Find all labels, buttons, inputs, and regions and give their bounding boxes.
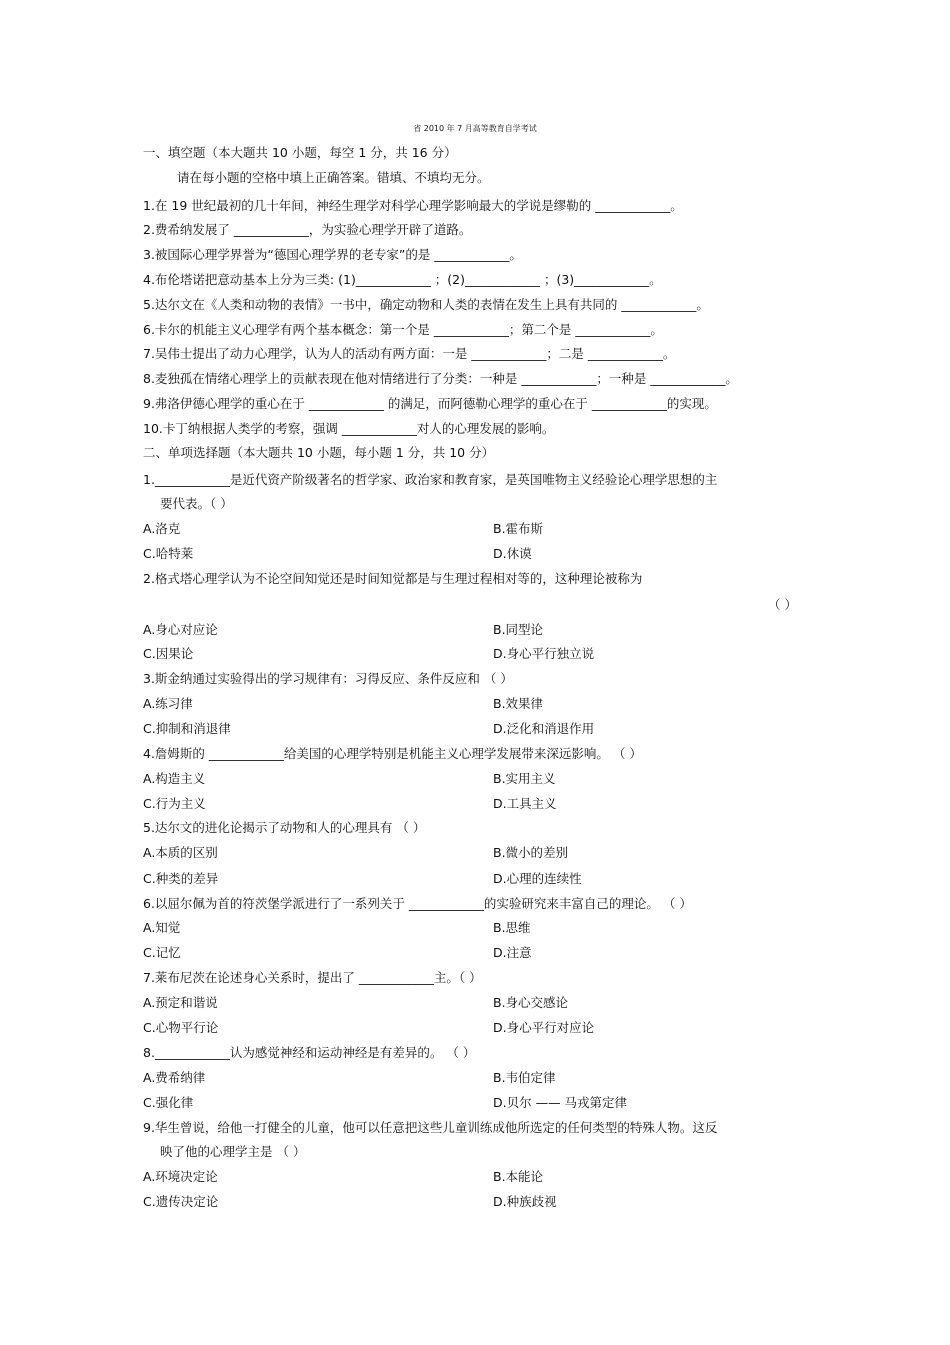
- fill-question-1: 1.在 19 世纪最初的几十年间，神经生理学对科学心理学影响最大的学说是缪勒的 ____________。: [143, 198, 683, 213]
- q6-option-b: B.思维: [493, 920, 531, 935]
- choice-question-2: 2.格式塔心理学认为不论空间知觉还是时间知觉都是与生理过程相对等的，这种理论被称为: [143, 571, 643, 586]
- section2-heading: 二、单项选择题（本大题共 10 小题，每小题 1 分，共 10 分）: [143, 445, 495, 460]
- q3-option-c: C.抑制和消退律: [143, 721, 231, 736]
- q2-option-c: C.因果论: [143, 646, 194, 661]
- q4-option-b: B.实用主义: [493, 771, 556, 786]
- fill-question-7: 7.吴伟士提出了动力心理学，认为人的活动有两方面：一是 ____________；二是 ____________。: [143, 346, 676, 361]
- q7-option-a: A.预定和谐说: [143, 995, 218, 1010]
- q4-option-a: A.构造主义: [143, 771, 206, 786]
- q8-option-c: C.强化律: [143, 1095, 194, 1110]
- q2-option-d: D.身心平行独立说: [493, 646, 595, 661]
- page-title: 省 2010 年 7 月高等教育自学考试: [413, 124, 537, 133]
- q5-option-c: C.种类的差异: [143, 871, 219, 886]
- q3-option-d: D.泛化和消退作用: [493, 721, 595, 736]
- q1-option-a: A.洛克: [143, 521, 181, 536]
- fill-question-9: 9.弗洛伊德心理学的重心在于 ____________ 的满足，而阿德勒心理学的重心在于 ____________的实现。: [143, 396, 717, 411]
- q6-option-a: A.知觉: [143, 920, 181, 935]
- choice-question-6: 6.以屈尔佩为首的符茨堡学派进行了一系列关于 ____________的实验研究来丰富自己的理论。 （ ）: [143, 896, 692, 911]
- q1-option-b: B.霍布斯: [493, 521, 544, 536]
- q8-option-d: D.贝尔 —— 马戎第定律: [493, 1095, 628, 1110]
- section1-heading: 一、填空题（本大题共 10 小题，每空 1 分，共 16 分）: [143, 145, 457, 160]
- q3-option-a: A.练习律: [143, 696, 193, 711]
- q6-option-d: D.注意: [493, 945, 532, 960]
- choice-question-4: 4.詹姆斯的 ____________给美国的心理学特别是机能主义心理学发展带来深远影响。 （ ）: [143, 746, 642, 761]
- choice-question-3: 3.斯金纳通过实验得出的学习规律有：习得反应、条件反应和 （ ）: [143, 671, 513, 686]
- q7-option-d: D.身心平行对应论: [493, 1020, 595, 1035]
- fill-question-3: 3.被国际心理学界誉为“德国心理学界的老专家”的是 ____________。: [143, 247, 522, 262]
- choice-question-9-cont: 映了他的心理学主是 （ ）: [160, 1144, 306, 1159]
- fill-question-4: 4.布伦塔诺把意动基本上分为三类: (1)____________ ；(2)____________ ；(3)____________。: [143, 272, 662, 287]
- choice-question-8: 8.____________认为感觉神经和运动神经是有差异的。 （ ）: [143, 1045, 476, 1060]
- q9-option-b: B.本能论: [493, 1169, 544, 1184]
- q3-option-b: B.效果律: [493, 696, 544, 711]
- fill-question-8: 8.麦独孤在情绪心理学上的贡献表现在他对情绪进行了分类：一种是 ____________；一种是 ____________。: [143, 371, 738, 386]
- q1-option-c: C.哈特莱: [143, 546, 194, 561]
- choice-question-7: 7.莱布尼茨在论述身心关系时，提出了 ____________主。（ ）: [143, 970, 482, 985]
- fill-question-5: 5.达尔文在《人类和动物的表情》一书中，确定动物和人类的表情在发生上具有共同的 ____________。: [143, 297, 709, 312]
- q5-option-b: B.微小的差别: [493, 845, 569, 860]
- q5-option-a: A.本质的区别: [143, 845, 218, 860]
- q2-answer-paren: （ ）: [768, 597, 797, 612]
- q9-option-c: C.遗传决定论: [143, 1194, 219, 1209]
- fill-question-2: 2.费希纳发展了 ____________，为实验心理学开辟了道路。: [143, 222, 472, 237]
- choice-question-1: 1.____________是近代资产阶级著名的哲学家、政治家和教育家，是英国唯物主义经验论心理学思想的主: [143, 472, 718, 487]
- q1-option-d: D.休谟: [493, 546, 532, 561]
- q4-option-d: D.工具主义: [493, 796, 557, 811]
- q6-option-c: C.记忆: [143, 945, 181, 960]
- q9-option-d: D.种族歧视: [493, 1194, 557, 1209]
- fill-question-10: 10.卡丁纳根据人类学的考察，强调 ____________对人的心理发展的影响。: [143, 421, 555, 436]
- q7-option-c: C.心物平行论: [143, 1020, 219, 1035]
- fill-question-6: 6.卡尔的机能主义心理学有两个基本概念：第一个是 ____________；第二个是 ____________。: [143, 322, 663, 337]
- q2-option-b: B.同型论: [493, 622, 544, 637]
- section1-instruction: 请在每小题的空格中填上正确答案。错填、不填均无分。: [177, 170, 490, 185]
- choice-question-5: 5.达尔文的进化论揭示了动物和人的心理具有 （ ）: [143, 820, 426, 835]
- choice-question-9: 9.华生曾说，给他一打健全的儿童，他可以任意把这些儿童训练成他所选定的任何类型的特殊人物。这反: [143, 1120, 718, 1135]
- q4-option-c: C.行为主义: [143, 796, 206, 811]
- q2-option-a: A.身心对应论: [143, 622, 218, 637]
- q9-option-a: A.环境决定论: [143, 1169, 218, 1184]
- q7-option-b: B.身心交感论: [493, 995, 569, 1010]
- q5-option-d: D.心理的连续性: [493, 871, 582, 886]
- q8-option-b: B.韦伯定律: [493, 1070, 556, 1085]
- choice-question-1-cont: 要代表。（ ）: [160, 496, 233, 511]
- q8-option-a: A.费希纳律: [143, 1070, 206, 1085]
